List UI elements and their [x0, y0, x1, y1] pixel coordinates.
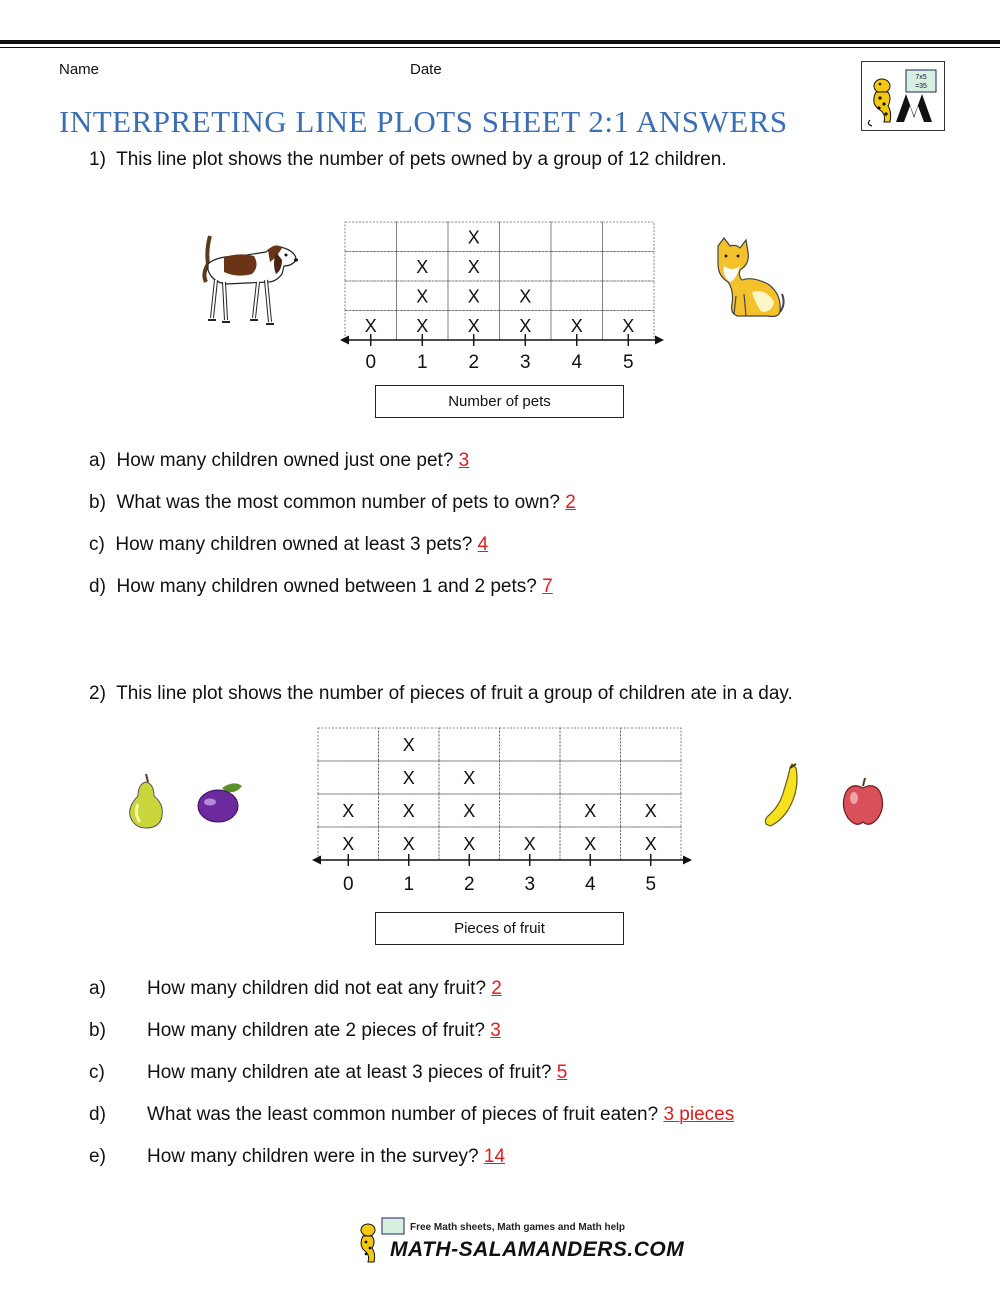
grid-cell [318, 728, 379, 761]
sub-question-1c [89, 534, 488, 556]
tick-label: 1 [403, 874, 415, 895]
plot-mark-x: X [519, 315, 532, 336]
plot-mark-x: X [467, 315, 480, 336]
pear-icon [124, 770, 168, 830]
tick-label: 3 [524, 874, 536, 895]
sub-question-letter: d) [89, 1104, 106, 1125]
answer: 4 [477, 534, 489, 555]
grid-cell [560, 761, 621, 794]
axis-arrow-left [312, 856, 321, 865]
sub-question-text: How many children ate 2 pieces of fruit? [147, 1020, 485, 1041]
tick-label: 0 [365, 352, 377, 373]
sub-question-text: What was the least common number of pieces of fruit eaten? [147, 1104, 659, 1125]
answer: 2 [491, 978, 502, 999]
grid-cell [500, 761, 561, 794]
question-2-number: 2) [89, 683, 106, 704]
banana-icon [760, 760, 804, 830]
tick-label: 0 [342, 874, 354, 895]
sub-question-letter: a) [89, 450, 106, 471]
plot-mark-x: X [644, 801, 657, 821]
grid-cell [345, 222, 397, 252]
question-2 [89, 683, 793, 705]
sub-question-letter: b) [89, 492, 106, 513]
sub-question-letter: a) [89, 978, 106, 999]
plot-mark-x: X [402, 768, 415, 788]
axis-arrow-right [655, 336, 664, 345]
grid-cell [500, 728, 561, 761]
sub-question-letter: b) [89, 1020, 106, 1041]
footer-tagline: Free Math sheets, Math games and Math help [410, 1222, 626, 1233]
plot-mark-x: X [584, 801, 597, 821]
tick-label: 2 [468, 352, 480, 373]
name-label: Name [59, 61, 100, 78]
plot-1-label: Number of pets [375, 385, 624, 418]
grid-cell [621, 728, 682, 761]
plot-mark-x: X [519, 286, 532, 307]
tick-label: 4 [571, 352, 583, 373]
answer: 3 [458, 450, 470, 471]
tick-label: 4 [584, 874, 596, 895]
sub-question-text: How many children owned between 1 and 2 pets? [116, 576, 537, 597]
grid-cell [345, 281, 397, 311]
grid-cell [603, 281, 655, 311]
dog-icon [196, 230, 300, 328]
plot-mark-x: X [463, 801, 476, 821]
plot-mark-x: X [622, 315, 635, 336]
page-title: INTERPRETING LINE PLOTS SHEET 2:1 ANSWERS [59, 104, 788, 139]
plot-mark-x: X [644, 834, 657, 854]
line-plot-1 [330, 220, 675, 380]
sub-question-text: How many children owned at least 3 pets? [115, 534, 473, 555]
header-rule-thin [0, 47, 1000, 48]
sub-question-2e [89, 1146, 505, 1168]
plot-mark-x: X [342, 801, 355, 821]
line-plot-1-svg [330, 220, 675, 380]
tick-label: 1 [416, 352, 428, 373]
tick-label: 5 [622, 352, 634, 373]
sub-question-text: How many children were in the survey? [147, 1146, 479, 1167]
plot-2-label: Pieces of fruit [375, 912, 624, 945]
answer: 3 pieces [663, 1104, 735, 1125]
logo-text-2: =35 [915, 83, 927, 90]
sub-question-text: How many children ate at least 3 pieces of fruit? [147, 1062, 552, 1083]
tick-label: 2 [463, 874, 475, 895]
logo-text-1: 7x5 [915, 74, 927, 81]
grid-cell [500, 222, 552, 252]
grid-cell [551, 281, 603, 311]
sub-question-letter: c) [89, 1062, 105, 1083]
question-2-text: This line plot shows the number of pieces of fruit a group of children ate in a day. [116, 683, 793, 704]
plot-mark-x: X [416, 315, 429, 336]
grid-cell [500, 252, 552, 282]
grid-cell [439, 728, 500, 761]
grid-cell [397, 222, 449, 252]
answer: 14 [483, 1146, 506, 1167]
grid-cell [603, 222, 655, 252]
question-1-text: This line plot shows the number of pets owned by a group of 12 children. [116, 149, 727, 170]
sub-question-letter: d) [89, 576, 106, 597]
plot-mark-x: X [416, 256, 429, 277]
sub-question-2b [89, 1020, 501, 1042]
sub-question-1d [89, 576, 553, 598]
plot-mark-x: X [364, 315, 377, 336]
sub-question-2c [89, 1062, 567, 1084]
sub-question-text: How many children did not eat any fruit? [147, 978, 487, 999]
plot-mark-x: X [463, 834, 476, 854]
plot-mark-x: X [402, 834, 415, 854]
sub-question-2d [89, 1104, 734, 1126]
plot-mark-x: X [467, 227, 480, 248]
header-rule [0, 40, 1000, 44]
grid-cell [621, 761, 682, 794]
tick-label: 5 [645, 874, 657, 895]
line-plot-2-svg [306, 726, 696, 898]
plot-mark-x: X [416, 286, 429, 307]
sub-question-text: What was the most common number of pets to own? [116, 492, 560, 513]
plot-mark-x: X [463, 768, 476, 788]
grid-cell [551, 222, 603, 252]
footer-salamander-icon [354, 1214, 685, 1264]
grid-cell [603, 252, 655, 282]
footer-logo [354, 1214, 685, 1264]
plot-mark-x: X [467, 286, 480, 307]
plot-mark-x: X [342, 834, 355, 854]
answer: 2 [565, 492, 576, 513]
answer: 3 [490, 1020, 501, 1041]
salamander-logo-icon [861, 61, 945, 131]
date-label: Date [410, 61, 442, 78]
sub-question-letter: c) [89, 534, 105, 555]
sub-question-1a [89, 450, 469, 472]
footer-site: MATH-SALAMANDERS.COM [390, 1238, 685, 1261]
axis-arrow-right [683, 856, 692, 865]
sub-question-letter: e) [89, 1146, 106, 1167]
plot-mark-x: X [570, 315, 583, 336]
apple-icon [838, 776, 888, 828]
answer: 5 [556, 1062, 568, 1083]
axis-arrow-left [340, 336, 349, 345]
plot-mark-x: X [467, 256, 480, 277]
plot-mark-x: X [402, 801, 415, 821]
tick-label: 3 [519, 352, 531, 373]
grid-cell [318, 761, 379, 794]
answer: 7 [542, 576, 553, 597]
plot-mark-x: X [402, 735, 415, 755]
question-1-number: 1) [89, 149, 106, 170]
sub-question-2a [89, 978, 502, 1000]
sub-question-text: How many children owned just one pet? [116, 450, 454, 471]
cat-icon [712, 236, 788, 322]
question-1 [89, 149, 727, 171]
plot-mark-x: X [523, 834, 536, 854]
plum-icon [192, 778, 246, 826]
grid-cell [500, 794, 561, 827]
grid-cell [560, 728, 621, 761]
grid-cell [345, 252, 397, 282]
sub-question-1b [89, 492, 576, 514]
grid-cell [551, 252, 603, 282]
plot-mark-x: X [584, 834, 597, 854]
line-plot-2 [306, 726, 696, 898]
